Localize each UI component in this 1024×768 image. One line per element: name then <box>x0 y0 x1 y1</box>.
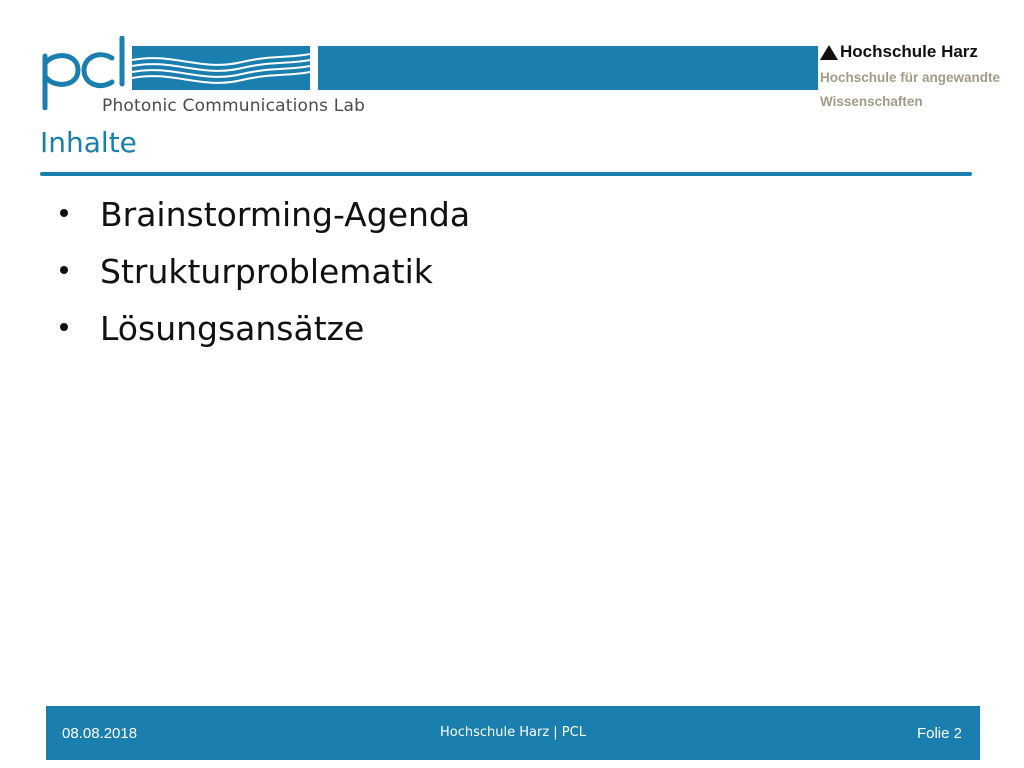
bullet-text: Strukturproblematik <box>100 252 433 291</box>
bullet-icon <box>60 209 68 217</box>
bullet-item <box>60 192 470 249</box>
triangle-icon <box>820 45 838 60</box>
bullet-item <box>60 306 470 363</box>
slide-title: Inhalte <box>40 126 137 159</box>
university-name: Hochschule Harz <box>840 42 978 61</box>
bullet-text: Lösungsansätze <box>100 309 365 348</box>
pcl-logo <box>40 36 366 120</box>
wave-graphic <box>132 46 310 90</box>
footer-date: 08.08.2018 <box>62 725 138 742</box>
title-divider <box>40 172 972 176</box>
bullet-item <box>60 249 470 306</box>
bullet-icon <box>60 266 68 274</box>
bullet-text: Brainstorming-Agenda <box>100 195 471 234</box>
university-subline-2: Wissenschaften <box>820 94 923 109</box>
header-bar <box>318 46 818 90</box>
bullet-list <box>60 192 470 363</box>
slide-number: Folie 2 <box>916 725 962 742</box>
footer-bar <box>46 706 980 760</box>
footer-center-text: Hochschule Harz | PCL <box>440 725 586 740</box>
university-subline-1: Hochschule für angewandte <box>820 70 1001 85</box>
pcl-tagline: Photonic Communications Lab <box>102 96 366 116</box>
bullet-icon <box>60 323 68 331</box>
hochschule-harz-logo <box>818 40 1024 116</box>
